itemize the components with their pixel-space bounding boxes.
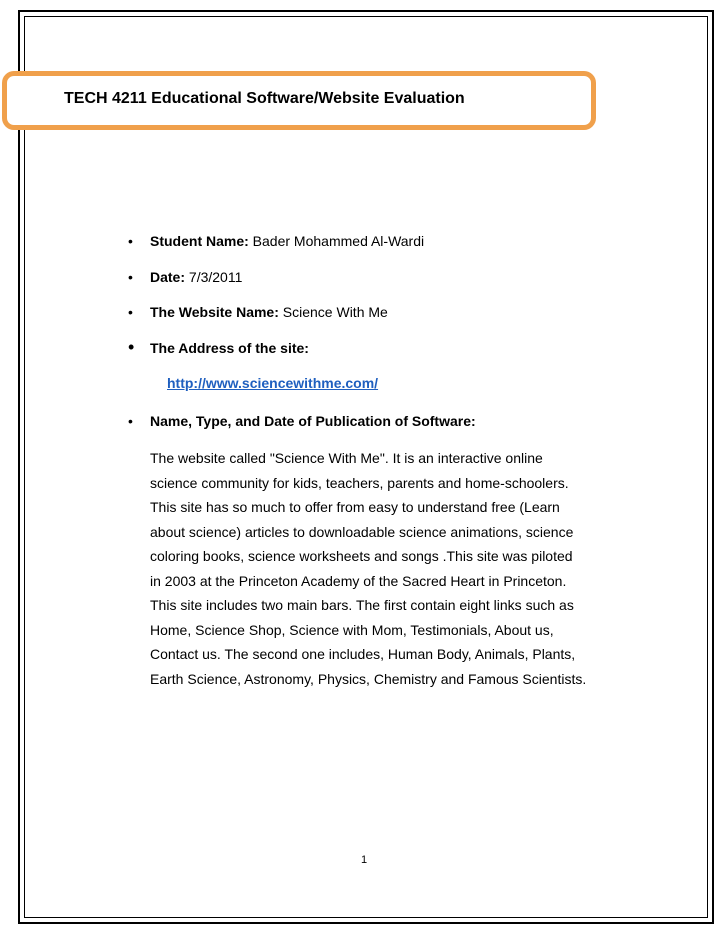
bullet: •: [128, 269, 133, 285]
website-url-link[interactable]: http://www.sciencewithme.com/: [167, 375, 379, 391]
field-text: [150, 269, 242, 285]
date-value: 7/3/2011: [185, 269, 243, 285]
bullet: •: [128, 304, 133, 320]
publication-label: Name, Type, and Date of Publication of Software:: [150, 413, 476, 429]
student-name-value: Bader Mohammed Al-Wardi: [248, 233, 425, 249]
address-label: The Address of the site:: [150, 340, 309, 356]
title-box: [2, 71, 596, 130]
field-text: [150, 233, 424, 249]
bullet: •: [128, 413, 133, 429]
date-label: Date:: [150, 269, 186, 285]
field-text: [150, 304, 388, 320]
description-paragraph: The website called "Science With Me". It is an interactive online science community for kids, teachers, parents and home-schoolers. This site has so much to offer from easy to understand free (Learn about science) articles to downloadable science animations, science coloring books, science worksheets and songs .This site was piloted in 2003 at the Princeton Academy of the Sacred Heart in Princeton. This site includes two main bars. The first contain eight links such as Home, Science Shop, Science with Mom, Testimonials, About us, Contact us. The second one includes, Human Body, Animals, Plants, Earth Science, Astronomy, Physics, Chemistry and Famous Scientists.: [150, 450, 587, 687]
bullet: •: [128, 337, 135, 357]
document-title: TECH 4211 Educational Software/Website Evaluation: [64, 90, 465, 107]
bullet: •: [128, 233, 133, 249]
student-name-label: Student Name:: [150, 233, 249, 249]
page-number: 1: [361, 854, 368, 866]
website-name-value: Science With Me: [278, 304, 388, 320]
website-name-label: The Website Name:: [150, 304, 279, 320]
